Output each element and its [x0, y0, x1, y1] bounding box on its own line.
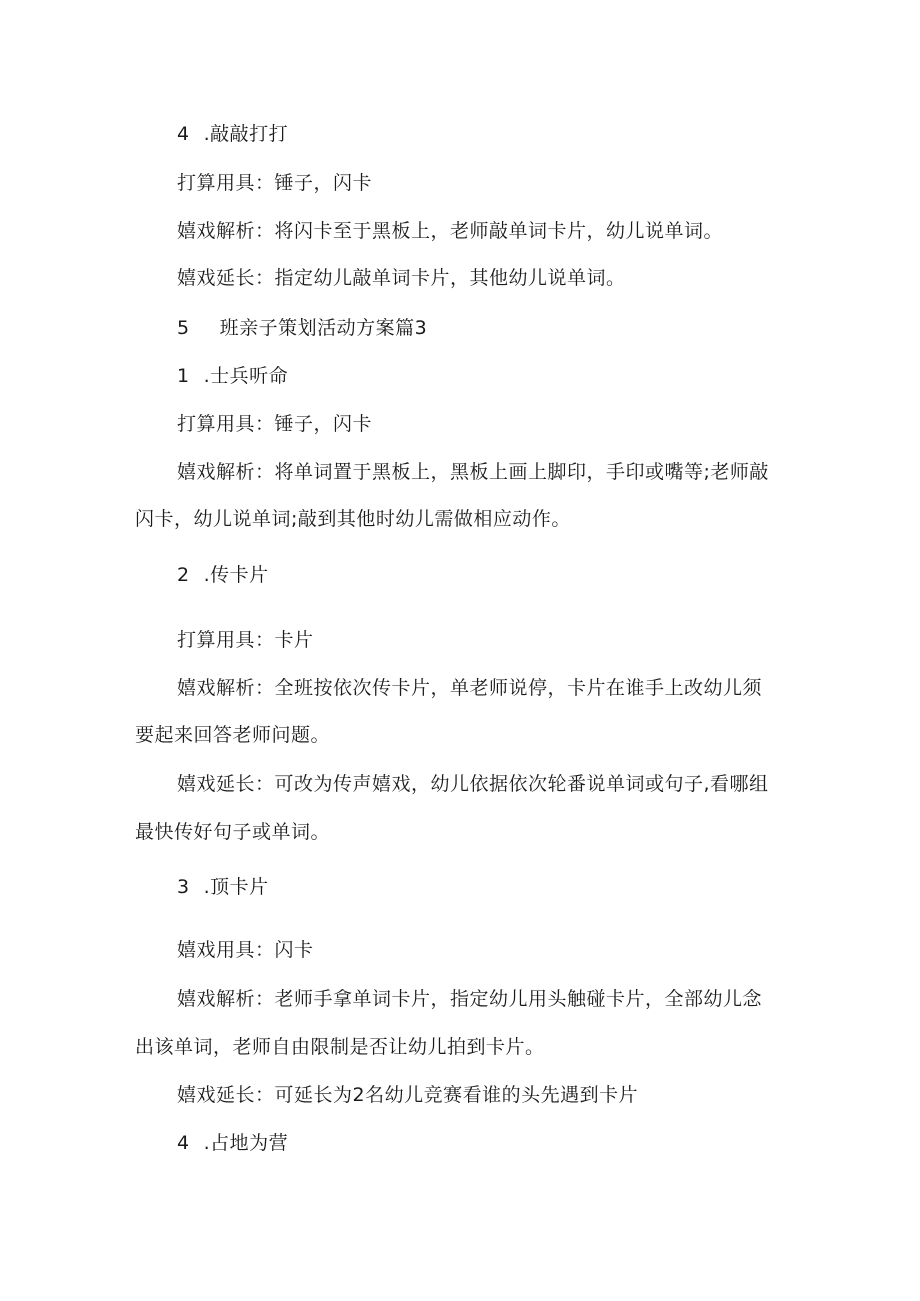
- section-4-title: [177, 122, 288, 146]
- game-3-analysis-line-2: 出该单词，老师自由限制是否让幼儿拍到卡片。: [135, 1036, 545, 1058]
- section-title-text: .敲敲打打: [203, 123, 289, 145]
- section-4-extend: 嬉戏延长：指定幼儿敲单词卡片，其他幼儿说单词。: [177, 267, 626, 289]
- game-2-analysis-line-1: 嬉戏解析：全班按依次传卡片，单老师说停，卡片在谁手上改幼儿须: [177, 677, 763, 699]
- game-number: 3: [177, 876, 190, 898]
- game-title-text: .占地为营: [203, 1132, 289, 1154]
- game-number: 4: [177, 1132, 190, 1154]
- game-number: 2: [177, 564, 190, 586]
- heading-text: 班亲子策划活动方案篇3: [219, 317, 428, 339]
- game-2-analysis-line-2: 要起来回答老师问题。: [135, 724, 331, 746]
- section-heading: [177, 316, 427, 340]
- game-4-title: [177, 1131, 288, 1155]
- section-4-tools: 打算用具：锤子，闪卡: [177, 172, 373, 194]
- game-1-analysis-line-2: 闪卡，幼儿说单词;敲到其他时幼儿需做相应动作。: [135, 508, 571, 530]
- game-title-text: .传卡片: [203, 564, 269, 586]
- game-2-extend-line-1: 嬉戏延长：可改为传声嬉戏，幼儿依据依次轮番说单词或句子,看哪组: [177, 773, 769, 795]
- game-3-title: [177, 875, 269, 899]
- game-3-tools: 嬉戏用具：闪卡: [177, 939, 314, 961]
- section-number: 4: [177, 123, 190, 145]
- game-2-tools: 打算用具：卡片: [177, 629, 314, 651]
- section-4-analysis: 嬉戏解析：将闪卡至于黑板上，老师敲单词卡片，幼儿说单词。: [177, 220, 724, 242]
- game-1-title: [177, 364, 288, 388]
- game-3-extend: 嬉戏延长：可延长为2名幼儿竞赛看谁的头先遇到卡片: [177, 1084, 639, 1106]
- game-title-text: .顶卡片: [203, 876, 269, 898]
- game-title-text: .士兵听命: [203, 365, 289, 387]
- game-1-tools: 打算用具：锤子，闪卡: [177, 413, 373, 435]
- game-1-analysis-line-1: 嬉戏解析：将单词置于黑板上，黑板上画上脚印，手印或嘴等;老师敲: [177, 461, 769, 483]
- game-number: 1: [177, 365, 190, 387]
- game-2-extend-line-2: 最快传好句子或单词。: [135, 821, 331, 843]
- heading-number: 5: [177, 317, 190, 339]
- game-2-title: [177, 563, 269, 587]
- game-3-analysis-line-1: 嬉戏解析：老师手拿单词卡片，指定幼儿用头触碰卡片，全部幼儿念: [177, 988, 763, 1010]
